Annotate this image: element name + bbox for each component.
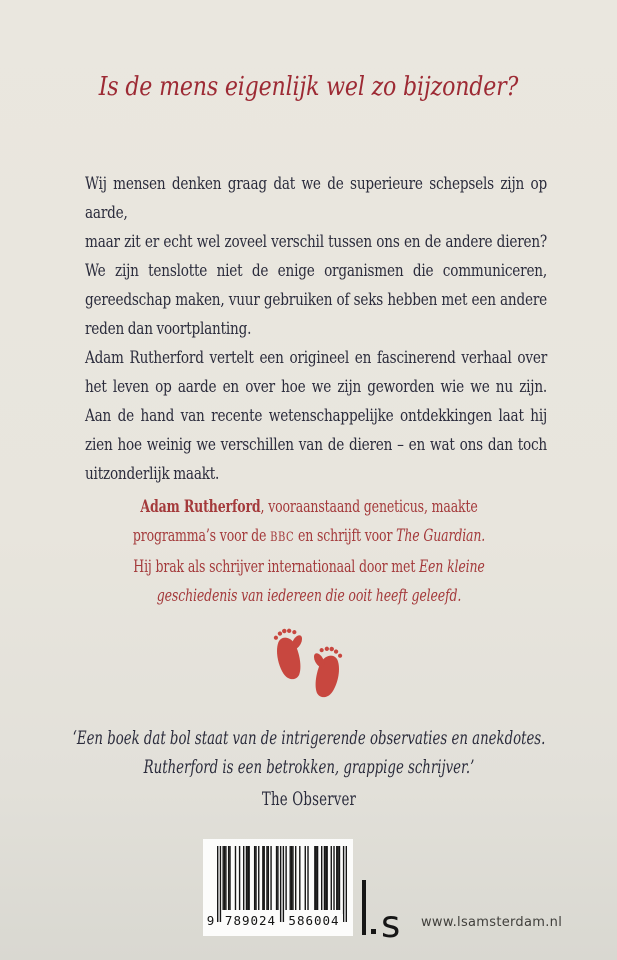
blurb-line: zien hoe weinig we verschillen van de dieren – en wat ons dan toch (85, 435, 547, 454)
isbn-digits-left: 789024 (222, 914, 279, 928)
bio-text: Hij brak als schrijver internationaal door met (132, 557, 419, 576)
blurb-text (85, 169, 547, 488)
bio-line (132, 492, 484, 521)
blurb-line: reden dan voortplanting. (85, 319, 252, 338)
bio-line (132, 581, 484, 610)
blurb-line: het leven op aarde en over hoe we zijn geworden wie we nu zijn. (85, 377, 547, 396)
blurb-line: We zijn tenslotte niet de enige organismen die communiceren, (85, 261, 547, 280)
bio-text: programma’s voor de (132, 526, 270, 545)
quote-line: Rutherford is een betrokken, grappige schrijver.’ (143, 756, 474, 778)
press-quote (72, 724, 545, 814)
blurb-line: maar zit er echt wel zoveel verschil tussen ons en de andere dieren? (85, 232, 547, 251)
bio-line (132, 521, 484, 552)
bbc-text: BBC (269, 530, 294, 545)
bio-text: en schrijft voor (293, 526, 396, 545)
isbn-digit-lead: 9 (206, 913, 216, 928)
guardian-text: The Guardian. (395, 526, 485, 545)
publisher-logo (362, 877, 401, 946)
barcode-bars (217, 846, 347, 922)
blurb-line: Aan de hand van recente wetenschappelijke ontdekkingen laat hij (85, 406, 547, 425)
blurb-line: Adam Rutherford vertelt een origineel en fascinerend verhaal over (85, 348, 547, 367)
blurb-line: gereedschap maken, vuur gebruiken of seks hebben met een andere (85, 290, 547, 309)
author-bio (132, 492, 484, 610)
book-title-text: Een kleine (418, 557, 485, 576)
author-name: Adam Rutherford (139, 497, 261, 516)
book-title-text: geschiedenis van iedereen die ooit heeft geleefd. (156, 586, 461, 605)
isbn-digits-right: 586004 (285, 914, 343, 928)
logo-s: s (381, 903, 401, 946)
publisher-website: www.lsamsterdam.nl (421, 915, 563, 930)
tagline-title: Is de mens eigenlijk wel zo bijzonder? (98, 72, 519, 102)
logo-dot (371, 929, 377, 935)
logo-l-bar (362, 880, 366, 935)
quote-attribution: The Observer (261, 788, 356, 810)
barcode (203, 839, 353, 936)
bio-text: , vooraanstaand geneticus, maakte (260, 497, 478, 516)
ape-footprints-icon (256, 620, 362, 710)
blurb-line: uitzonderlijk maakt. (85, 464, 220, 483)
quote-line: ‘Een boek dat bol staat van de intrigerende observaties en anekdotes. (72, 727, 545, 749)
bio-line (132, 552, 484, 581)
blurb-line: Wij mensen denken graag dat we de superieure schepsels zijn op aarde, (85, 174, 547, 222)
